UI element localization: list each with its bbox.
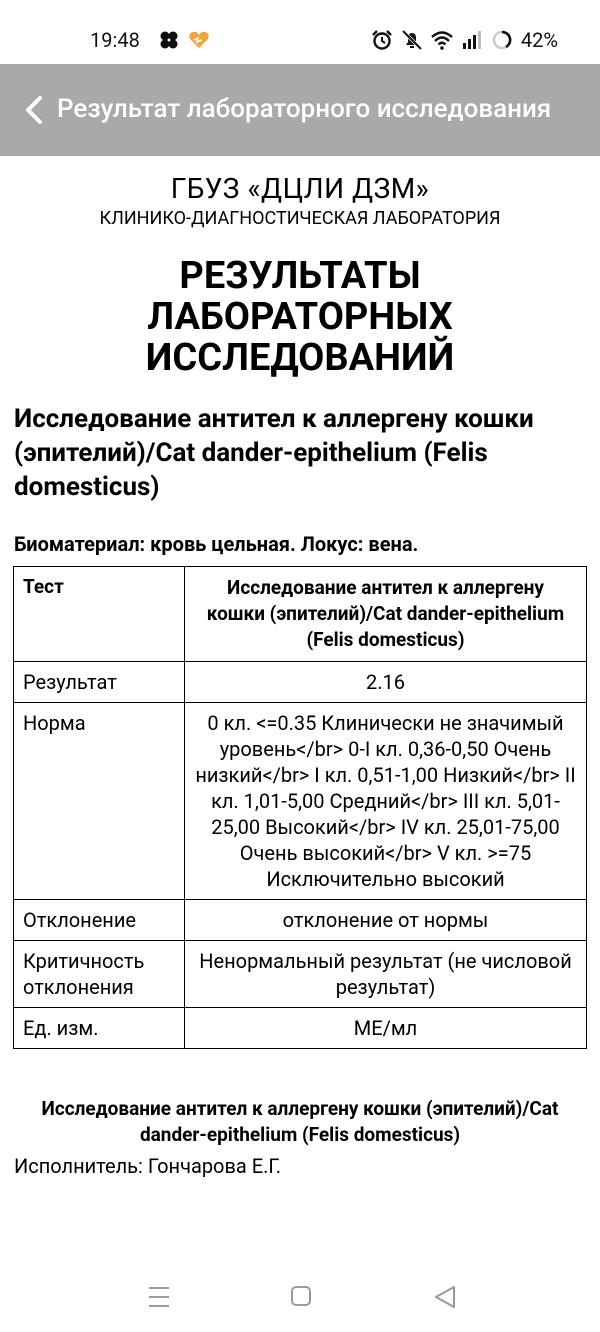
wifi-icon [431, 30, 453, 50]
app-bar [0, 64, 600, 156]
org-name: ГБУЗ «ДЦЛИ ДЗМ» [170, 172, 430, 205]
results-table [13, 566, 587, 1049]
back-arrow-icon[interactable] [14, 90, 52, 130]
row-value-cell: 0 кл. <=0.35 Клинически не значимый уровень</br> 0-I кл. 0,36-0,50 Очень низкий</br> I кл. 0,51-1,00 Низкий</br> II кл. 1,01-5,00 Средний</br> III кл. 5,01- 25,00 Высокий</br> IV кл. 25,01-75,00 Очень высокий</br> V кл. >=75 Исключительно высокий [185, 703, 587, 900]
battery-percent: 42% [520, 28, 558, 52]
status-right-group [371, 28, 558, 52]
study-title: Исследование антител к аллергену кошки (эпителий)/Cat dander-epithelium (Felis domesticus) [14, 404, 534, 502]
app-flower-icon [158, 30, 180, 50]
report-title: РЕЗУЛЬТАТЫ ЛАБОРАТОРНЫХ ИССЛЕДОВАНИЙ [145, 254, 455, 380]
table-header-row [14, 567, 587, 662]
status-time: 19:48 [90, 28, 140, 52]
table-row [14, 662, 587, 703]
row-value-cell: Ненормальный результат (не числовой результат) [185, 941, 587, 1008]
recents-icon[interactable] [141, 1282, 177, 1312]
row-key-cell: Отклонение [14, 900, 185, 941]
performer: Исполнитель: Гончарова Е.Г. [14, 1154, 281, 1178]
signal-icon [461, 30, 483, 50]
app-heart-icon [188, 30, 210, 50]
row-value-cell: 2.16 [185, 662, 587, 703]
mute-icon [401, 30, 423, 50]
table-row [14, 941, 587, 1008]
row-value-cell: МЕ/мл [185, 1008, 587, 1049]
table-row [14, 703, 587, 900]
header-key-cell: Тест [14, 567, 185, 662]
system-nav-bar [0, 1262, 600, 1332]
footer-study-title: Исследование антител к аллергену кошки (эпителий)/Cat dander-epithelium (Felis domesticus) [41, 1097, 559, 1146]
table-row [14, 900, 587, 941]
row-key-cell: Результат [14, 662, 185, 703]
row-value-cell: отклонение от нормы [185, 900, 587, 941]
battery-icon [491, 30, 513, 50]
row-key-cell: Критичность отклонения [14, 941, 185, 1008]
biomaterial-info: Биоматериал: кровь цельная. Локус: вена. [14, 532, 419, 556]
status-app-icons [158, 30, 210, 50]
lab-name: КЛИНИКО-ДИАГНОСТИЧЕСКАЯ ЛАБОРАТОРИЯ [99, 208, 501, 229]
table-row [14, 1008, 587, 1049]
header-value-cell: Исследование антител к аллергену кошки (эпителий)/Cat dander-epithelium (Felis domesticus) [185, 567, 587, 662]
row-key-cell: Ед. изм. [14, 1008, 185, 1049]
status-bar [0, 0, 600, 64]
row-key-cell: Норма [14, 703, 185, 900]
home-icon[interactable] [283, 1282, 319, 1312]
app-bar-title: Результат лабораторного исследования [57, 94, 552, 124]
back-icon[interactable] [427, 1282, 463, 1312]
alarm-icon [371, 30, 393, 50]
